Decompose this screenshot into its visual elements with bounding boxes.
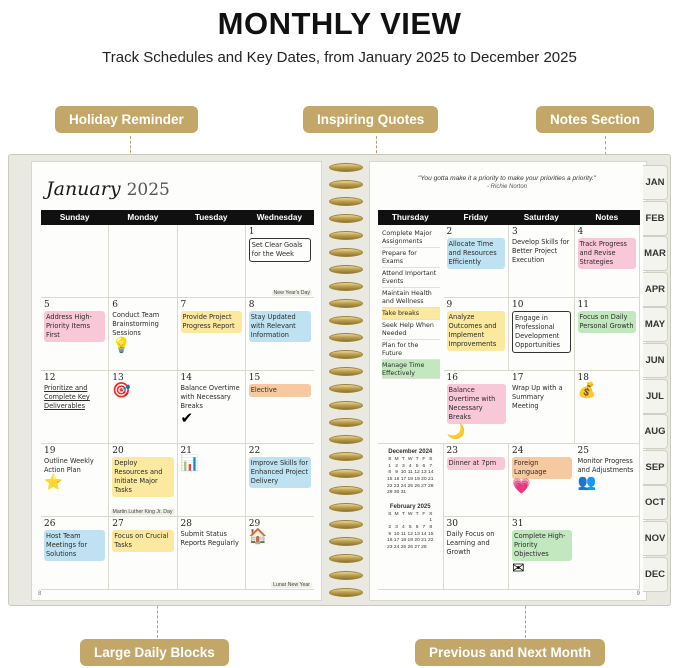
spiral-ring bbox=[329, 571, 363, 580]
spiral-ring bbox=[329, 350, 363, 359]
calendar-day-cell[interactable] bbox=[509, 517, 575, 590]
mini-calendar-day: 30 bbox=[393, 490, 400, 496]
holiday-reminder-label: New Year's Day bbox=[273, 290, 310, 296]
spiral-ring bbox=[329, 401, 363, 410]
mini-calendar-day: 18 bbox=[400, 538, 407, 544]
calendar-day-cell[interactable] bbox=[444, 298, 510, 371]
callout-notes-section: Notes Section bbox=[536, 106, 654, 133]
calendar-day-cell[interactable] bbox=[575, 517, 641, 590]
month-tab-sep[interactable]: SEP bbox=[643, 450, 668, 485]
day-number: 26 bbox=[44, 519, 56, 529]
month-tab-jun[interactable]: JUN bbox=[643, 343, 668, 378]
mini-calendar-day bbox=[427, 490, 434, 497]
day-entry-text: Engage in Professional Development Opportunities bbox=[512, 311, 571, 353]
spiral-ring bbox=[329, 503, 363, 512]
day-number: 20 bbox=[112, 446, 124, 456]
mini-calendar-weekday: F bbox=[422, 457, 426, 463]
weekday-header-right bbox=[378, 210, 640, 225]
day-number: 9 bbox=[446, 300, 453, 310]
quote-text: "You gotta make it a priority to make your priorities a priority." bbox=[418, 175, 596, 182]
day-doodle-icon: ✉ bbox=[512, 559, 525, 577]
spiral-ring bbox=[329, 452, 363, 461]
mini-calendar-title: December 2024 bbox=[388, 449, 433, 455]
month-tab-jul[interactable]: JUL bbox=[643, 379, 668, 414]
mini-calendar-day: 21 bbox=[421, 538, 427, 544]
mini-calendar-day: 7 bbox=[429, 463, 433, 469]
calendar-day-cell[interactable] bbox=[509, 225, 575, 298]
calendar-day-cell[interactable] bbox=[109, 517, 177, 590]
day-doodle-icon: 🌙 bbox=[446, 422, 466, 440]
page-title: MONTHLY VIEW bbox=[217, 6, 462, 41]
planner-right-page bbox=[369, 161, 647, 601]
notes-line: Maintain Health and Wellness bbox=[382, 288, 440, 308]
mini-calendar-weekday: T bbox=[415, 457, 419, 463]
day-number: 24 bbox=[512, 446, 524, 456]
calendar-day-cell[interactable] bbox=[178, 517, 246, 590]
mini-calendar-day: 10 bbox=[393, 531, 400, 537]
calendar-day-cell[interactable] bbox=[246, 517, 314, 590]
calendar-day-cell[interactable] bbox=[178, 298, 246, 371]
weekday-monday: Monday bbox=[109, 210, 177, 225]
mini-calendar-day: 6 bbox=[415, 525, 419, 531]
mini-calendar-day: 23 bbox=[393, 483, 400, 489]
spiral-binding bbox=[327, 163, 365, 599]
mini-calendar-day bbox=[407, 490, 414, 497]
mini-calendar-day bbox=[427, 545, 434, 552]
month-tab-feb[interactable]: FEB bbox=[643, 201, 668, 236]
callout-large-daily-blocks: Large Daily Blocks bbox=[80, 639, 229, 666]
page-subtitle: Track Schedules and Key Dates, from January 2025 to December 2025 bbox=[102, 49, 577, 66]
mini-calendar-day: 22 bbox=[387, 483, 393, 489]
planner-left-page bbox=[31, 161, 322, 601]
day-number: 12 bbox=[44, 373, 56, 383]
month-tab-may[interactable]: MAY bbox=[643, 307, 668, 342]
spiral-ring bbox=[329, 367, 363, 376]
calendar-day-cell[interactable] bbox=[41, 444, 109, 517]
mini-calendar-day: 22 bbox=[428, 538, 434, 544]
mini-calendar-day: 27 bbox=[421, 483, 427, 489]
mini-calendar-day: 9 bbox=[388, 531, 392, 537]
mini-calendar-weekday: S bbox=[388, 511, 392, 517]
mini-calendar-day: 13 bbox=[421, 470, 427, 476]
mini-calendar-day: 25 bbox=[407, 483, 413, 489]
month-tab-jan[interactable]: JAN bbox=[643, 165, 668, 200]
day-entry-text: Outline Weekly Action Plan bbox=[44, 457, 94, 474]
day-doodle-icon: 📊 bbox=[180, 455, 200, 472]
day-entry-text: Complete High-Priority Objectives bbox=[512, 530, 572, 561]
inspiring-quote bbox=[376, 174, 638, 192]
holiday-reminder-label: Lunar New Year bbox=[273, 582, 310, 588]
mini-calendar-weekday: W bbox=[407, 511, 413, 517]
month-title bbox=[46, 178, 170, 200]
mini-calendar-previous-month bbox=[381, 448, 440, 497]
spiral-ring bbox=[329, 265, 363, 274]
mini-calendar-day: 8 bbox=[388, 470, 392, 476]
day-entry-text: Wrap Up with a Summary Meeting bbox=[512, 384, 563, 410]
day-number: 18 bbox=[577, 373, 589, 383]
mini-calendar-day: 28 bbox=[428, 483, 434, 489]
calendar-day-cell[interactable] bbox=[109, 371, 177, 444]
calendar-day-cell[interactable] bbox=[109, 225, 177, 298]
day-number: 31 bbox=[512, 519, 524, 529]
day-entry-text: Focus on Daily Personal Growth bbox=[578, 311, 637, 333]
day-entry-text: Analyze Outcomes and Implement Improvements bbox=[447, 311, 506, 351]
day-entry-text: Host Team Meetings for Solutions bbox=[44, 530, 105, 561]
mini-calendar-day: 25 bbox=[400, 544, 407, 550]
spiral-ring bbox=[329, 554, 363, 563]
day-number: 2 bbox=[446, 227, 453, 237]
mini-calendar-day: 1 bbox=[429, 518, 433, 524]
mini-calendar-day: 17 bbox=[400, 476, 407, 482]
mini-calendar-day: 5 bbox=[408, 525, 412, 531]
day-entry-text: Allocate Time and Resources Efficiently bbox=[447, 238, 506, 269]
day-number: 19 bbox=[44, 446, 56, 456]
day-number: 23 bbox=[446, 446, 458, 456]
weekday-wednesday: Wednesday bbox=[246, 210, 314, 225]
mini-calendar-day: 20 bbox=[421, 476, 427, 482]
mini-calendar-day: 26 bbox=[407, 544, 413, 550]
weekday-thursday: Thursday bbox=[378, 210, 444, 225]
calendar-grid-left bbox=[41, 225, 314, 590]
calendar-grid-right bbox=[378, 225, 640, 590]
day-doodle-icon: 💰 bbox=[577, 382, 597, 399]
mini-calendar-day: 23 bbox=[387, 544, 393, 550]
spiral-ring bbox=[329, 231, 363, 240]
day-number: 4 bbox=[577, 227, 584, 237]
quote-attribution: - Richie Norton bbox=[486, 184, 527, 191]
spiral-ring bbox=[329, 163, 363, 172]
day-number: 29 bbox=[248, 519, 261, 529]
mini-calendar-day: 12 bbox=[407, 531, 413, 537]
spiral-ring bbox=[329, 588, 363, 597]
mini-calendar-day: 19 bbox=[407, 538, 413, 544]
mini-calendar-weekday: S bbox=[429, 457, 433, 463]
mini-calendar-weekday: S bbox=[429, 511, 433, 517]
day-entry-text: Provide Project Progress Report bbox=[181, 311, 242, 333]
spiral-ring bbox=[329, 299, 363, 308]
day-entry-text: Stay Updated with Relevant Information bbox=[249, 311, 311, 342]
spiral-ring bbox=[329, 214, 363, 223]
page-number-left: 8 bbox=[38, 591, 42, 597]
mini-calendar-day: 20 bbox=[414, 538, 420, 544]
mini-calendar-day: 14 bbox=[421, 531, 427, 537]
mini-calendar-day: 16 bbox=[393, 476, 400, 482]
day-doodle-icon: 🏠 bbox=[248, 528, 268, 545]
mini-calendar-day: 21 bbox=[428, 476, 434, 482]
weekday-sunday: Sunday bbox=[41, 210, 109, 225]
day-number: 22 bbox=[248, 446, 261, 456]
mini-calendar-day: 15 bbox=[428, 531, 434, 537]
day-number: 3 bbox=[512, 227, 518, 237]
day-entry-text: Foreign Language bbox=[512, 457, 572, 479]
spiral-ring bbox=[329, 333, 363, 342]
month-tab-mar[interactable]: MAR bbox=[643, 236, 668, 271]
calendar-day-cell[interactable] bbox=[246, 225, 314, 298]
notes-line: Take breaks bbox=[382, 308, 440, 320]
mini-calendar-day: 3 bbox=[395, 525, 398, 531]
calendar-day-cell[interactable] bbox=[109, 298, 177, 371]
month-tab-dec[interactable]: DEC bbox=[643, 557, 668, 592]
day-entry-text: Conduct Team Brainstorming Sessions bbox=[112, 311, 160, 337]
month-tab-apr[interactable]: APR bbox=[643, 272, 668, 307]
page-number-right: 9 bbox=[636, 591, 640, 597]
mini-calendar-weekday: F bbox=[422, 511, 426, 517]
mini-calendar-day: 13 bbox=[414, 531, 420, 537]
calendar-day-cell[interactable] bbox=[575, 444, 641, 517]
mini-calendar-day: 10 bbox=[400, 470, 407, 476]
day-number: 13 bbox=[112, 373, 124, 383]
mini-calendar-day bbox=[420, 490, 427, 497]
day-number: 6 bbox=[112, 300, 118, 310]
day-number: 1 bbox=[248, 227, 255, 237]
mini-calendar-day: 2 bbox=[388, 525, 392, 531]
spiral-ring bbox=[329, 180, 363, 189]
spiral-ring bbox=[329, 469, 363, 478]
calendar-day-cell[interactable] bbox=[109, 444, 177, 517]
day-number: 8 bbox=[248, 300, 255, 310]
calendar-day-cell[interactable] bbox=[444, 517, 510, 590]
day-number: 14 bbox=[180, 373, 192, 383]
mini-calendar-day: 28 bbox=[421, 544, 427, 550]
mini-calendar-day: 29 bbox=[387, 490, 393, 496]
calendar-day-cell[interactable] bbox=[575, 225, 641, 298]
notes-line: Plan for the Future bbox=[382, 340, 440, 360]
year-label: 2025 bbox=[126, 180, 170, 200]
day-number: 15 bbox=[248, 373, 261, 383]
day-entry-text: Focus on Crucial Tasks bbox=[112, 530, 173, 552]
notes-line: Seek Help When Needed bbox=[382, 320, 440, 340]
day-entry-text: Daily Focus on Learning and Growth bbox=[446, 530, 495, 556]
mini-calendar-weekday: W bbox=[407, 457, 413, 463]
calendar-day-cell[interactable] bbox=[41, 371, 109, 444]
calendar-day-cell[interactable] bbox=[246, 298, 314, 371]
mini-calendar-day: 7 bbox=[422, 525, 426, 531]
day-number: 5 bbox=[44, 300, 50, 310]
weekday-friday: Friday bbox=[444, 210, 510, 225]
spiral-ring bbox=[329, 282, 363, 291]
day-number: 17 bbox=[512, 373, 524, 383]
mini-calendar-day: 24 bbox=[393, 544, 400, 550]
month-tab-nov[interactable]: NOV bbox=[643, 521, 668, 556]
day-entry-text: Improve Skills for Enhanced Project Delivery bbox=[249, 457, 311, 488]
spiral-ring bbox=[329, 418, 363, 427]
month-tab-aug[interactable]: AUG bbox=[643, 414, 668, 449]
spiral-ring bbox=[329, 384, 363, 393]
day-doodle-icon: 👥 bbox=[577, 473, 597, 491]
mini-calendar-day: 15 bbox=[387, 476, 393, 482]
day-doodle-icon: ✔ bbox=[180, 409, 194, 427]
calendar-day-cell[interactable] bbox=[246, 444, 314, 517]
day-entry-text: Deploy Resources and Initiate Major Tasks bbox=[112, 457, 173, 497]
mini-calendar-day: 17 bbox=[393, 538, 400, 544]
mini-calendar-day: 31 bbox=[400, 490, 407, 496]
spiral-ring bbox=[329, 316, 363, 325]
day-number: 11 bbox=[577, 300, 589, 310]
day-number: 30 bbox=[446, 519, 458, 529]
day-number: 27 bbox=[112, 519, 124, 529]
mini-calendar-day: 4 bbox=[408, 463, 412, 469]
mini-calendar-day: 16 bbox=[387, 538, 393, 544]
calendar-day-cell[interactable] bbox=[246, 371, 314, 444]
mini-calendar-weekday: M bbox=[394, 511, 399, 517]
day-number: 16 bbox=[446, 373, 458, 383]
callout-previous-next-month: Previous and Next Month bbox=[415, 639, 605, 666]
day-doodle-icon: 🎯 bbox=[112, 382, 131, 399]
day-doodle-icon: ⭐ bbox=[44, 473, 63, 491]
calendar-day-cell[interactable] bbox=[509, 371, 575, 444]
mini-calendar-day: 3 bbox=[402, 463, 405, 469]
mini-calendar-day: 18 bbox=[407, 476, 413, 482]
notes-line: Manage Time Effectively bbox=[382, 360, 440, 380]
weekday-notes: Notes bbox=[575, 210, 641, 225]
calendar-day-cell[interactable] bbox=[444, 225, 510, 298]
calendar-day-cell[interactable] bbox=[575, 298, 641, 371]
day-entry-text: Monitor Progress and Adjustments bbox=[577, 457, 634, 474]
mini-calendar-day: 9 bbox=[395, 470, 398, 476]
month-tab-strip[interactable] bbox=[642, 165, 668, 595]
mini-calendar-day: 2 bbox=[395, 463, 398, 469]
mini-calendar-next-month bbox=[381, 503, 440, 552]
day-entry-text: Track Progress and Revise Strategies bbox=[578, 238, 637, 269]
day-entry-text: Balance Overtime with Necessary Breaks bbox=[447, 384, 507, 424]
spiral-ring bbox=[329, 537, 363, 546]
mini-calendar-day: 11 bbox=[400, 531, 406, 537]
mini-calendar-day bbox=[414, 490, 421, 497]
spiral-ring bbox=[329, 486, 363, 495]
mini-calendar-day: 27 bbox=[414, 544, 420, 550]
calendar-day-cell[interactable] bbox=[178, 225, 246, 298]
mini-calendar-day: 8 bbox=[429, 525, 433, 531]
calendar-day-cell[interactable] bbox=[509, 444, 575, 517]
mini-calendar-day: 14 bbox=[428, 470, 434, 476]
notes-column[interactable] bbox=[378, 225, 444, 444]
calendar-day-cell[interactable] bbox=[444, 444, 510, 517]
planner-spread bbox=[8, 154, 671, 606]
weekday-saturday: Saturday bbox=[509, 210, 575, 225]
spiral-ring bbox=[329, 520, 363, 529]
mini-calendar-weekday: T bbox=[401, 511, 405, 517]
weekday-tuesday: Tuesday bbox=[178, 210, 246, 225]
day-number: 10 bbox=[512, 300, 524, 310]
mini-calendar-weekday: T bbox=[401, 457, 405, 463]
day-number: 7 bbox=[180, 300, 187, 310]
mini-calendar-weekday: S bbox=[388, 457, 392, 463]
calendar-day-cell[interactable] bbox=[41, 517, 109, 590]
holiday-reminder-label: Martin Luther King Jr. Day bbox=[112, 509, 173, 515]
calendar-day-cell[interactable] bbox=[178, 444, 246, 517]
calendar-day-cell[interactable] bbox=[41, 225, 109, 298]
day-entry-text: Balance Overtime with Necessary Breaks bbox=[180, 384, 240, 410]
notes-line: Attend Important Events bbox=[382, 268, 440, 288]
weekday-header-left bbox=[41, 210, 314, 225]
mini-calendar-day: 5 bbox=[415, 463, 419, 469]
day-entry-text: Set Clear Goals for the Week bbox=[249, 238, 311, 262]
calendar-day-cell[interactable] bbox=[509, 298, 575, 371]
day-number: 25 bbox=[577, 446, 589, 456]
day-number: 21 bbox=[180, 446, 192, 456]
mini-calendar-day: 24 bbox=[400, 483, 407, 489]
day-number: 28 bbox=[180, 519, 192, 529]
calendar-day-cell[interactable] bbox=[178, 371, 246, 444]
day-entry-text: Dinner at 7pm bbox=[447, 457, 506, 470]
notes-line: Prepare for Exams bbox=[382, 248, 440, 268]
mini-calendar-day: 12 bbox=[414, 470, 420, 476]
callout-holiday-reminder: Holiday Reminder bbox=[55, 106, 198, 133]
mini-calendars bbox=[378, 444, 444, 590]
mini-calendar-day: 19 bbox=[414, 476, 420, 482]
day-entry-text: Develop Skills for Better Project Execution bbox=[512, 238, 570, 264]
spiral-ring bbox=[329, 435, 363, 444]
day-entry-text: Address High-Priority Items First bbox=[44, 311, 105, 342]
notes-line: Complete Major Assignments bbox=[382, 228, 440, 248]
calendar-day-cell[interactable] bbox=[444, 371, 510, 444]
calendar-day-cell[interactable] bbox=[41, 298, 109, 371]
day-entry-text: Submit Status Reports Regularly bbox=[180, 530, 239, 547]
spiral-ring bbox=[329, 248, 363, 257]
mini-calendar-weekday: M bbox=[394, 457, 399, 463]
day-entry-text: Elective bbox=[249, 384, 311, 397]
spiral-ring bbox=[329, 197, 363, 206]
calendar-day-cell[interactable] bbox=[575, 371, 641, 444]
mini-calendar-day: 6 bbox=[422, 463, 426, 469]
day-doodle-icon: 💡 bbox=[112, 336, 131, 354]
mini-calendar-day: 11 bbox=[407, 470, 413, 476]
month-tab-oct[interactable]: OCT bbox=[643, 485, 668, 520]
callout-inspiring-quotes: Inspiring Quotes bbox=[303, 106, 438, 133]
mini-calendar-day: 26 bbox=[414, 483, 420, 489]
mini-calendar-day: 1 bbox=[388, 463, 392, 469]
mini-calendar-day: 4 bbox=[402, 525, 405, 531]
mini-calendar-weekday: T bbox=[415, 511, 419, 517]
day-doodle-icon: 💗 bbox=[512, 477, 531, 495]
month-name: January bbox=[46, 178, 121, 200]
mini-calendar-title: February 2025 bbox=[389, 503, 431, 510]
day-entry-text: Prioritize and Complete Key Deliverables bbox=[44, 384, 90, 410]
